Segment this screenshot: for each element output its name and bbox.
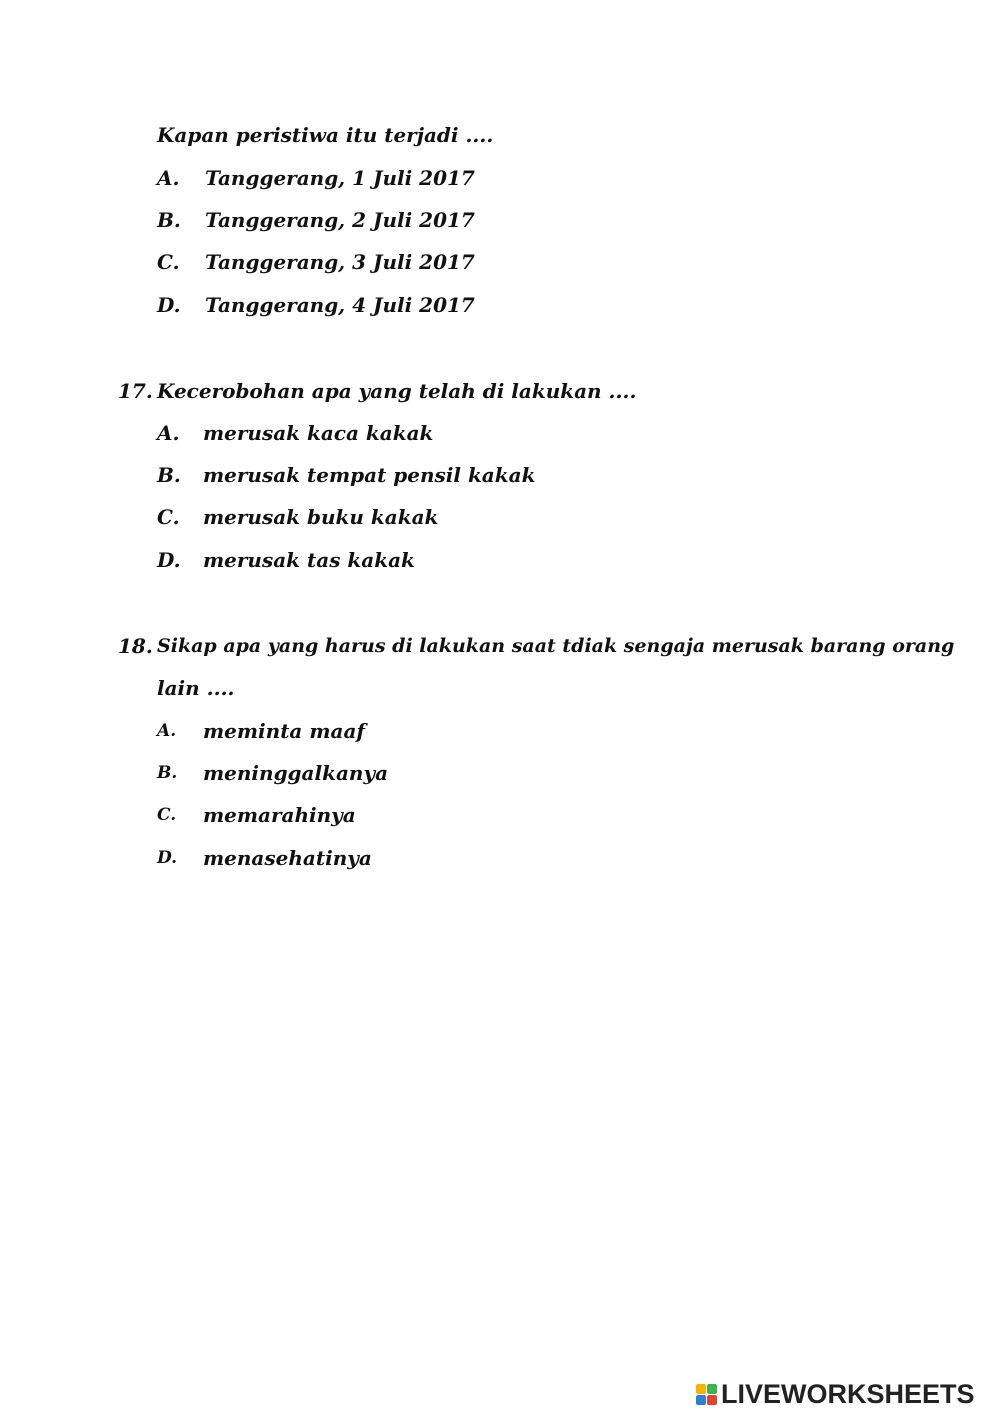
q18-number: 18. bbox=[118, 634, 153, 658]
q16-option-b[interactable]: Tanggerang, 2 Juli 2017 bbox=[205, 208, 475, 232]
q16-option-a-letter: A. bbox=[157, 166, 180, 190]
q17-option-a[interactable]: merusak kaca kakak bbox=[203, 421, 434, 445]
q18-question-line1: Sikap apa yang harus di lakukan saat tdiak sengaja merusak barang orang bbox=[157, 635, 955, 657]
q16-option-b-letter: B. bbox=[157, 208, 181, 232]
logo-squares-icon bbox=[696, 1384, 717, 1405]
q18-option-b-letter: B. bbox=[157, 763, 178, 783]
q16-option-d-letter: D. bbox=[157, 293, 181, 317]
q17-option-b[interactable]: merusak tempat pensil kakak bbox=[203, 463, 536, 487]
q17-number: 17. bbox=[118, 379, 153, 403]
q18-option-d-letter: D. bbox=[157, 848, 178, 868]
q17-option-c[interactable]: merusak buku kakak bbox=[203, 505, 439, 529]
q18-option-c[interactable]: memarahinya bbox=[203, 803, 356, 827]
q16-option-a[interactable]: Tanggerang, 1 Juli 2017 bbox=[205, 166, 475, 190]
q16-option-d[interactable]: Tanggerang, 4 Juli 2017 bbox=[205, 293, 475, 317]
q17-option-b-letter: B. bbox=[157, 463, 181, 487]
liveworksheets-logo bbox=[696, 1379, 975, 1409]
q18-option-b[interactable]: meninggalkanya bbox=[203, 761, 389, 785]
q16-option-c-letter: C. bbox=[157, 250, 180, 274]
q18-question-line2: lain .... bbox=[157, 676, 235, 700]
q18-option-c-letter: C. bbox=[157, 805, 177, 825]
q17-option-c-letter: C. bbox=[157, 505, 180, 529]
q17-option-d-letter: D. bbox=[157, 548, 181, 572]
q18-option-a-letter: A. bbox=[157, 721, 177, 741]
q16-option-c[interactable]: Tanggerang, 3 Juli 2017 bbox=[205, 250, 475, 274]
q17-question: Kecerobohan apa yang telah di lakukan .... bbox=[157, 379, 637, 403]
q17-option-d[interactable]: merusak tas kakak bbox=[203, 548, 415, 572]
q17-option-a-letter: A. bbox=[157, 421, 180, 445]
brand-name: LIVEWORKSHEETS bbox=[721, 1378, 975, 1409]
q18-option-d[interactable]: menasehatinya bbox=[203, 846, 372, 870]
q16-question: Kapan peristiwa itu terjadi .... bbox=[157, 123, 494, 147]
q18-option-a[interactable]: meminta maaf bbox=[203, 719, 366, 743]
